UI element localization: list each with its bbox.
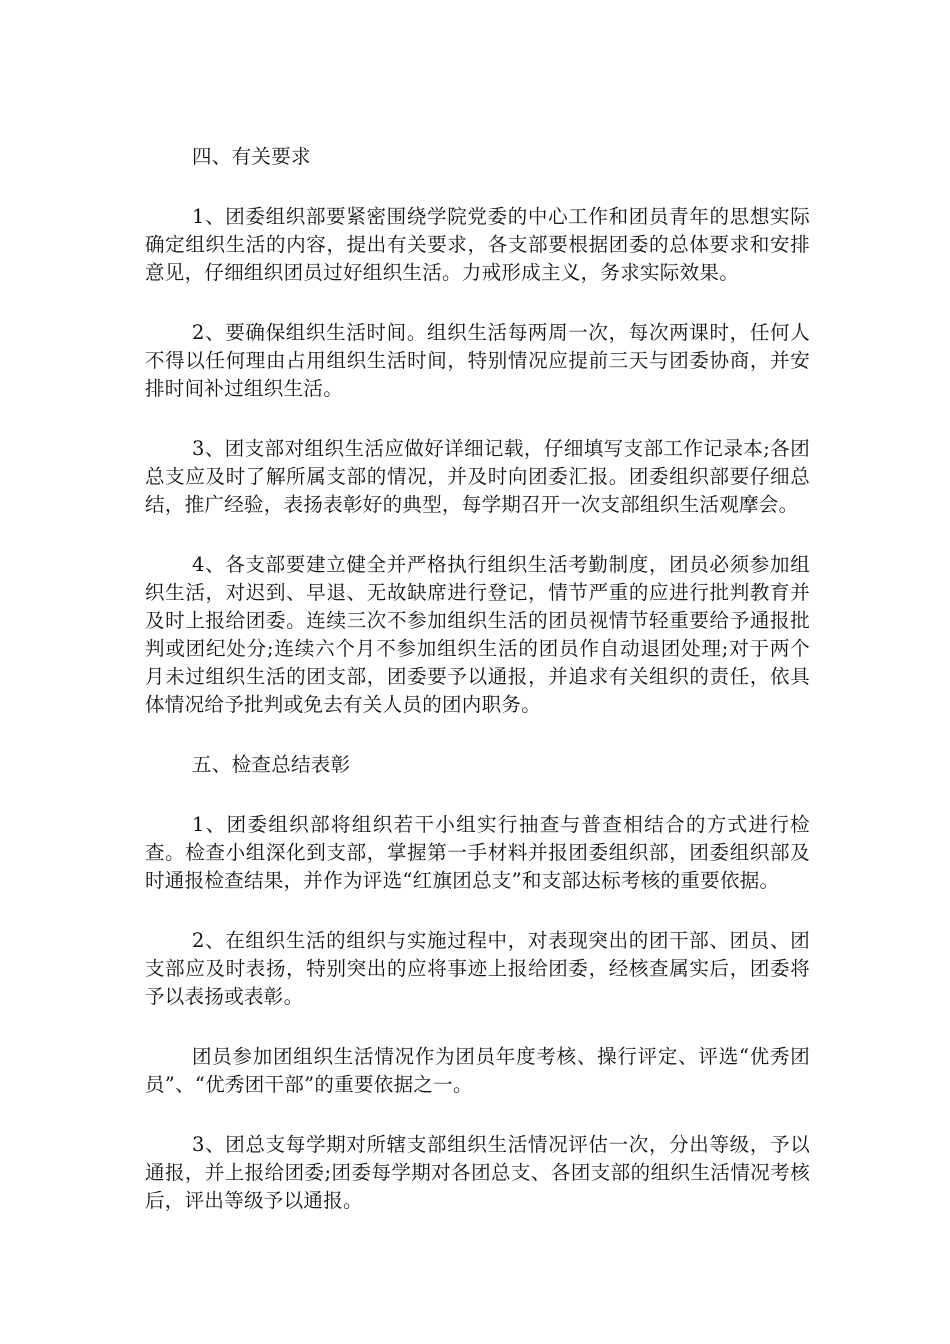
inspection-note: 团员参加团组织生活情况作为团员年度考核、操行评定、评选“优秀团员”、“优秀团干部”的重要依据之一。 xyxy=(145,1045,810,1096)
inspection-item-2: 2、在组织生活的组织与实施过程中，对表现突出的团干部、团员、团支部应及时表扬，特别突出的应将事迹上报给团委，经核查属实后，团委将予以表扬或表彰。 xyxy=(145,929,810,1008)
inspection-item-3: 3、团总支每学期对所辖支部组织生活情况评估一次，分出等级，予以通报，并上报给团委;团委每学期对各团总支、各团支部的组织生活情况考核后，评出等级予以通报。 xyxy=(145,1133,810,1212)
document-body xyxy=(145,143,810,1247)
section-heading-requirements: 四、有关要求 xyxy=(192,145,311,168)
requirement-item-4: 4、各支部要建立健全并严格执行组织生活考勤制度，团员必须参加组织生活，对迟到、早退、无故缺席进行登记，情节严重的应进行批判教育并及时上报给团委。连续三次不参加组织生活的团员视情节轻重要给予通报批判或团纪处分;连续六个月不参加组织生活的团员作自动退团处理;对于两个月未过组织生活的团支部，团委要予以通报，并追求有关组织的责任，依具体情况给予批判或免去有关人员的团内职务。 xyxy=(145,553,810,716)
section-heading-inspection: 五、检查总结表彰 xyxy=(192,753,351,776)
requirement-item-1: 1、团委组织部要紧密围绕学院党委的中心工作和团员青年的思想实际确定组织生活的内容，提出有关要求，各支部要根据团委的总体要求和安排意见，仔细组织团员过好组织生活。力戒形成主义，务求实际效果。 xyxy=(145,205,810,284)
requirement-item-3: 3、团支部对组织生活应做好详细记载，仔细填写支部工作记录本;各团总支应及时了解所属支部的情况，并及时向团委汇报。团委组织部要仔细总结，推广经验，表扬表彰好的典型，每学期召开一次支部组织生活观摩会。 xyxy=(145,437,810,516)
inspection-item-1: 1、团委组织部将组织若干小组实行抽查与普查相结合的方式进行检查。检查小组深化到支部，掌握第一手材料并报团委组织部，团委组织部及时通报检查结果，并作为评选“红旗团总支”和支部达标考核的重要依据。 xyxy=(145,813,810,892)
requirement-item-2: 2、要确保组织生活时间。组织生活每两周一次，每次两课时，任何人不得以任何理由占用组织生活时间，特别情况应提前三天与团委协商，并安排时间补过组织生活。 xyxy=(145,321,810,400)
